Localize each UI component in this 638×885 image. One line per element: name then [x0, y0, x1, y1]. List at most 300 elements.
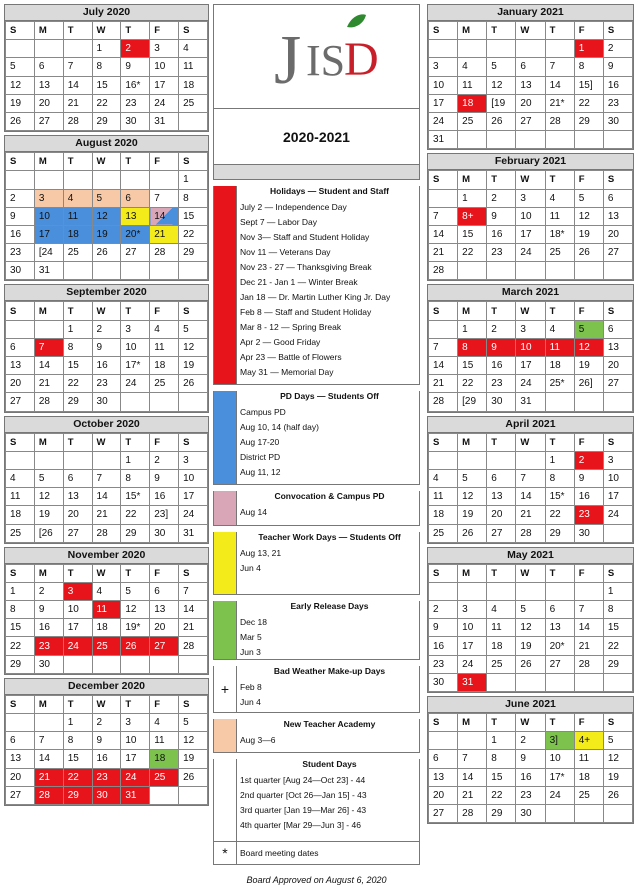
week-row [6, 488, 208, 506]
day-cell [516, 582, 545, 600]
month-september-2020 [4, 284, 209, 412]
weekday-header: W [92, 433, 121, 451]
day-cell [63, 171, 92, 189]
day-cell: 15 [458, 225, 487, 243]
day-cell: 4 [429, 469, 458, 487]
day-cell: 28 [179, 637, 208, 655]
day-cell: 27 [487, 524, 516, 542]
legend-color-swatch [214, 601, 237, 659]
legend-item: Sept 7 — Labor Day [240, 217, 318, 227]
day-cell: 1 [63, 320, 92, 338]
weekday-header: M [458, 433, 487, 451]
weekday-header: T [121, 302, 150, 320]
legend-new-teacher [213, 719, 420, 753]
day-cell: 25 [63, 244, 92, 262]
weekday-header: S [429, 714, 458, 732]
day-cell: 24 [63, 637, 92, 655]
weekday-header: S [179, 302, 208, 320]
weekday-header: F [150, 22, 179, 40]
day-cell: 9 [574, 469, 603, 487]
legend-color-swatch [214, 391, 237, 484]
legend-item: Aug 10, 14 (half day) [240, 422, 319, 432]
day-cell [179, 262, 208, 280]
day-cell: 1 [458, 320, 487, 338]
day-cell: 16 [429, 637, 458, 655]
day-cell: 3 [516, 189, 545, 207]
day-cell [63, 655, 92, 673]
day-cell: 19 [34, 506, 63, 524]
day-cell: 31 [34, 262, 63, 280]
week-row [429, 112, 633, 130]
legend-item: Jun 4 [240, 697, 261, 707]
day-cell: 27 [429, 804, 458, 822]
day-cell: 16 [92, 357, 121, 375]
day-cell: 2 [603, 40, 632, 58]
day-cell: 17 [458, 637, 487, 655]
day-cell: 4 [92, 582, 121, 600]
week-row [429, 58, 633, 76]
weekday-header: S [429, 564, 458, 582]
weekday-header: T [545, 564, 574, 582]
day-cell: 13 [603, 338, 632, 356]
day-cell: 10 [34, 207, 63, 225]
month-grid [428, 564, 633, 692]
day-cell [6, 40, 35, 58]
month-may-2021 [427, 547, 634, 693]
day-cell [603, 393, 632, 411]
week-row [429, 320, 633, 338]
weekday-header: F [574, 22, 603, 40]
day-cell: 2 [6, 189, 35, 207]
day-cell: 11 [545, 338, 574, 356]
day-cell [574, 582, 603, 600]
day-cell: 7 [516, 469, 545, 487]
day-cell: 12 [179, 732, 208, 750]
day-cell: 12 [458, 488, 487, 506]
day-cell: 21 [574, 637, 603, 655]
day-cell: 9 [516, 750, 545, 768]
day-cell: 26 [179, 375, 208, 393]
day-cell: 31 [150, 112, 179, 130]
weekday-header: W [516, 433, 545, 451]
day-cell: 23 [487, 375, 516, 393]
day-cell: [29 [458, 393, 487, 411]
legend-item: Feb 8 [240, 682, 262, 692]
legend-item: 4th quarter [Mar 29—Jun 3] - 46 [240, 820, 361, 830]
day-cell: 4 [179, 40, 208, 58]
day-cell: 11 [487, 619, 516, 637]
day-cell: 9 [6, 207, 35, 225]
day-cell: 19 [603, 768, 632, 786]
weekday-header: F [150, 564, 179, 582]
day-cell: 22 [603, 637, 632, 655]
week-row [429, 244, 633, 262]
day-cell [6, 714, 35, 732]
legend-item: Dec 18 [240, 617, 267, 627]
day-cell: 11 [458, 76, 487, 94]
day-cell: 27 [63, 524, 92, 542]
weekday-header: M [34, 695, 63, 713]
day-cell [429, 189, 458, 207]
day-cell: 18* [545, 225, 574, 243]
day-cell: 19 [516, 637, 545, 655]
weekday-header: S [603, 564, 632, 582]
day-cell: 20 [34, 94, 63, 112]
week-row [429, 673, 633, 691]
weekday-header: S [179, 695, 208, 713]
legend-item: 3rd quarter [Jan 19—Mar 26] - 43 [240, 805, 367, 815]
day-cell [516, 451, 545, 469]
week-row [429, 619, 633, 637]
day-cell: 12 [34, 488, 63, 506]
day-cell: 8 [179, 189, 208, 207]
day-cell: 24 [516, 244, 545, 262]
day-cell: 29 [545, 524, 574, 542]
day-cell: 15 [6, 619, 35, 637]
day-cell: 3 [429, 58, 458, 76]
day-cell: 28 [150, 244, 179, 262]
day-cell: 28 [92, 524, 121, 542]
day-cell: 28 [516, 524, 545, 542]
logo-j: J [274, 22, 302, 99]
day-cell: 13 [487, 488, 516, 506]
day-cell: 8 [458, 338, 487, 356]
day-cell: 22 [458, 375, 487, 393]
day-cell: 16 [6, 225, 35, 243]
week-row [6, 189, 208, 207]
asterisk-icon: * [214, 842, 237, 864]
day-cell [574, 673, 603, 691]
week-row [429, 357, 633, 375]
day-cell: 10 [458, 619, 487, 637]
day-cell: 1 [603, 582, 632, 600]
month-july-2020 [4, 4, 209, 132]
legend-item: Nov 11 — Veterans Day [240, 247, 331, 257]
legend-title: Student Days [302, 759, 357, 769]
logo-d: D [344, 33, 379, 86]
day-cell: 8 [574, 58, 603, 76]
day-cell: [24 [34, 244, 63, 262]
day-cell: 6 [603, 320, 632, 338]
day-cell: 5 [574, 320, 603, 338]
weekday-header: W [92, 153, 121, 171]
day-cell: 19* [121, 619, 150, 637]
day-cell: 13 [603, 207, 632, 225]
week-row [429, 786, 633, 804]
month-title: October 2020 [5, 417, 208, 433]
day-cell [6, 320, 35, 338]
day-cell [121, 262, 150, 280]
week-row [429, 601, 633, 619]
month-grid [5, 564, 208, 674]
day-cell [545, 131, 574, 149]
day-cell: 18 [545, 357, 574, 375]
day-cell: 18 [92, 619, 121, 637]
day-cell: 9 [487, 207, 516, 225]
day-cell [429, 40, 458, 58]
day-cell: 19 [179, 357, 208, 375]
day-cell: 29 [63, 393, 92, 411]
day-cell: 4 [63, 189, 92, 207]
month-title: November 2020 [5, 548, 208, 564]
day-cell: 23 [429, 655, 458, 673]
day-cell: 18 [6, 506, 35, 524]
day-cell: 15* [121, 488, 150, 506]
weekday-header: S [6, 433, 35, 451]
weekday-header: M [34, 22, 63, 40]
day-cell: 9 [150, 469, 179, 487]
day-cell: 8 [63, 338, 92, 356]
day-cell: 16 [92, 750, 121, 768]
day-cell: 27 [516, 112, 545, 130]
week-row [429, 469, 633, 487]
day-cell: 17 [179, 488, 208, 506]
day-cell: 28 [34, 393, 63, 411]
day-cell [150, 171, 179, 189]
day-cell: 14 [458, 768, 487, 786]
day-cell: 10 [63, 601, 92, 619]
day-cell: 25* [545, 375, 574, 393]
weekday-header: M [34, 564, 63, 582]
legend-item: Aug 11, 12 [240, 467, 281, 477]
weekday-header: T [121, 22, 150, 40]
week-row [429, 76, 633, 94]
day-cell: 18 [63, 225, 92, 243]
weekday-header: S [429, 22, 458, 40]
month-october-2020 [4, 416, 209, 544]
day-cell: 29 [92, 112, 121, 130]
day-cell: 10 [603, 469, 632, 487]
day-cell: 31 [429, 131, 458, 149]
day-cell [429, 582, 458, 600]
day-cell: 27 [603, 375, 632, 393]
day-cell: 11 [179, 58, 208, 76]
weekday-header: M [34, 153, 63, 171]
day-cell: 24 [121, 375, 150, 393]
day-cell: 14 [516, 488, 545, 506]
day-cell: 18 [458, 94, 487, 112]
legend-color-swatch [214, 532, 237, 594]
day-cell: 14 [179, 601, 208, 619]
day-cell: 28 [545, 112, 574, 130]
day-cell [603, 131, 632, 149]
legend-item: Aug 3—6 [240, 735, 276, 745]
weekday-header: F [574, 564, 603, 582]
day-cell: 11 [574, 750, 603, 768]
day-cell: 17 [603, 488, 632, 506]
day-cell [574, 393, 603, 411]
day-cell: 30 [603, 112, 632, 130]
day-cell: 25 [487, 655, 516, 673]
day-cell [603, 524, 632, 542]
weekday-header: T [545, 22, 574, 40]
day-cell: 15* [545, 488, 574, 506]
day-cell: 21 [429, 244, 458, 262]
month-title: February 2021 [428, 154, 633, 170]
day-cell: 24 [545, 786, 574, 804]
legend-item: Apr 2 — Good Friday [240, 337, 321, 347]
month-grid [5, 21, 208, 131]
legend-bad-weather [213, 666, 420, 713]
week-row [429, 131, 633, 149]
day-cell: 25 [545, 244, 574, 262]
day-cell [92, 171, 121, 189]
day-cell: 13 [429, 768, 458, 786]
day-cell: 29 [179, 244, 208, 262]
legend-item: Aug 14 [240, 507, 267, 517]
week-row [6, 619, 208, 637]
legend-item: Aug 17-20 [240, 437, 280, 447]
weekday-header: S [179, 153, 208, 171]
weekday-header: F [574, 433, 603, 451]
week-row [6, 244, 208, 262]
weekday-header: S [603, 433, 632, 451]
week-row [6, 112, 208, 130]
day-cell: 17 [150, 76, 179, 94]
day-cell: 27 [6, 786, 35, 804]
day-cell [545, 804, 574, 822]
week-row [429, 506, 633, 524]
day-cell [545, 40, 574, 58]
day-cell: 15 [603, 619, 632, 637]
day-cell [458, 262, 487, 280]
day-cell: 25 [574, 786, 603, 804]
day-cell: 24 [121, 768, 150, 786]
day-cell: 6 [487, 469, 516, 487]
week-row [6, 357, 208, 375]
day-cell: 23 [487, 244, 516, 262]
legend-title: Holidays — Student and Staff [269, 186, 389, 196]
week-row [6, 524, 208, 542]
day-cell: 10 [429, 76, 458, 94]
day-cell: 16 [487, 225, 516, 243]
day-cell: 19 [179, 750, 208, 768]
month-title: September 2020 [5, 285, 208, 301]
day-cell: 7 [150, 189, 179, 207]
day-cell: 15 [458, 357, 487, 375]
day-cell: 7 [545, 58, 574, 76]
month-january-2021 [427, 4, 634, 150]
day-cell: 25 [458, 112, 487, 130]
day-cell: 29 [6, 655, 35, 673]
weekday-header: F [150, 695, 179, 713]
day-cell: 23 [574, 506, 603, 524]
day-cell: 14 [34, 357, 63, 375]
day-cell: 21 [429, 375, 458, 393]
day-cell [574, 804, 603, 822]
day-cell: 13 [516, 76, 545, 94]
day-cell: 20 [603, 225, 632, 243]
day-cell: 7 [63, 58, 92, 76]
legend-item: 1st quarter [Aug 24—Oct 23] - 44 [240, 775, 366, 785]
day-cell: 23 [92, 375, 121, 393]
legend-early-release [213, 601, 420, 660]
school-year-title: 2020-2021 [213, 109, 420, 165]
month-title: May 2021 [428, 548, 633, 564]
day-cell [92, 262, 121, 280]
week-row [6, 506, 208, 524]
day-cell [429, 732, 458, 750]
day-cell: 9 [34, 601, 63, 619]
day-cell: 8 [6, 601, 35, 619]
day-cell: 5 [179, 320, 208, 338]
weekday-header: W [92, 302, 121, 320]
day-cell: 24 [458, 655, 487, 673]
day-cell: 30 [150, 524, 179, 542]
day-cell: 1 [179, 171, 208, 189]
day-cell: 11 [150, 338, 179, 356]
week-row [6, 655, 208, 673]
week-row [6, 451, 208, 469]
day-cell: 23 [603, 94, 632, 112]
weekday-header: T [487, 22, 516, 40]
day-cell: 24 [429, 112, 458, 130]
legend-item: Nov 23 - 27 — Thanksgiving Break [240, 262, 372, 272]
weekday-header: S [6, 22, 35, 40]
week-row [6, 714, 208, 732]
day-cell [516, 262, 545, 280]
month-grid [5, 152, 208, 280]
day-cell: 20 [603, 357, 632, 375]
day-cell [34, 40, 63, 58]
day-cell: 29 [574, 112, 603, 130]
day-cell: 9 [603, 58, 632, 76]
day-cell: 26 [6, 112, 35, 130]
day-cell: 18 [429, 506, 458, 524]
day-cell: 20* [545, 637, 574, 655]
day-cell: 12 [574, 207, 603, 225]
weekday-header: M [458, 564, 487, 582]
weekday-header: S [603, 714, 632, 732]
day-cell: 8+ [458, 207, 487, 225]
day-cell: 28 [34, 786, 63, 804]
day-cell: 18 [574, 768, 603, 786]
day-cell: 31 [179, 524, 208, 542]
weekday-header: F [150, 302, 179, 320]
weekday-header: S [179, 433, 208, 451]
day-cell: 26 [516, 655, 545, 673]
weekday-header: M [458, 171, 487, 189]
day-cell: 22 [458, 244, 487, 262]
day-cell: 21 [34, 375, 63, 393]
day-cell: 9 [121, 58, 150, 76]
legend-item: Jun 3 [240, 647, 261, 657]
month-title: April 2021 [428, 417, 633, 433]
day-cell: 5 [603, 732, 632, 750]
day-cell: 24 [150, 94, 179, 112]
day-cell: 13 [34, 76, 63, 94]
day-cell: 22 [6, 637, 35, 655]
week-row [429, 582, 633, 600]
day-cell: 14 [92, 488, 121, 506]
day-cell: 16 [34, 619, 63, 637]
day-cell: 30 [574, 524, 603, 542]
week-row [429, 393, 633, 411]
day-cell: 15] [574, 76, 603, 94]
day-cell: 29 [63, 786, 92, 804]
day-cell: 29 [603, 655, 632, 673]
day-cell [121, 393, 150, 411]
weekday-header: M [34, 433, 63, 451]
day-cell: 30 [516, 804, 545, 822]
day-cell: 25 [92, 637, 121, 655]
day-cell: 5 [458, 469, 487, 487]
day-cell: 30 [34, 655, 63, 673]
week-row [6, 582, 208, 600]
day-cell: 5 [34, 469, 63, 487]
week-row [6, 750, 208, 768]
week-row [429, 451, 633, 469]
